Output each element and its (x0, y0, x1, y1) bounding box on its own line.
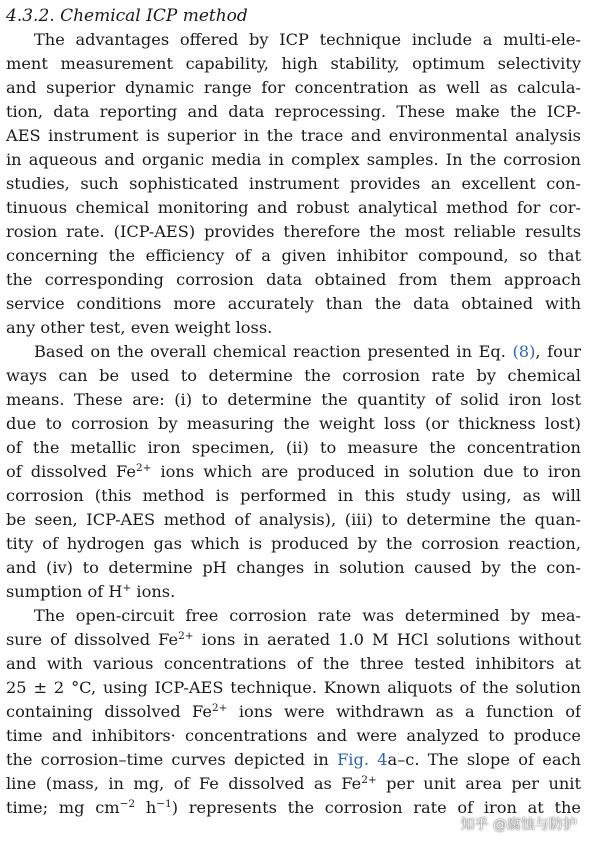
paragraph-icp-advantages (6, 28, 581, 340)
article-page (6, 4, 581, 820)
text-line (6, 604, 581, 628)
line-text: service conditions more accurately than the data obtained with (6, 294, 581, 313)
line-text: tity of hydrogen gas which is produced by the corrosion reaction, (6, 534, 581, 553)
superscript-charge: 2+ (211, 702, 228, 714)
line-text: and (iv) to determine pH changes in solution caused by the con- (6, 558, 581, 577)
text-line (6, 700, 581, 724)
text-line (6, 100, 581, 124)
text-line (6, 652, 581, 676)
text-line (6, 268, 581, 292)
line-text: line (mass, in mg, of Fe dissolved as Fe (6, 774, 362, 793)
text-line (6, 340, 581, 364)
line-text: means. These are: (i) to determine the quantity of solid iron lost (6, 390, 581, 409)
text-line (6, 556, 581, 580)
line-text: ions were withdrawn as a function of (227, 702, 581, 721)
text-line (6, 52, 581, 76)
text-line (6, 196, 581, 220)
line-text: ions which are produced in solution due to iron (151, 462, 581, 481)
line-text: in aqueous and organic media in complex samples. In the corrosion (6, 150, 581, 169)
line-text: Based on the overall chemical reaction presented in Eq. (34, 342, 513, 361)
text-line (6, 124, 581, 148)
text-line (6, 148, 581, 172)
line-text: sumption of H (6, 582, 123, 601)
text-line (6, 316, 581, 340)
line-text: concerning the efficiency of a given inhibitor compound, so that (6, 246, 581, 265)
line-text: The advantages offered by ICP technique include a multi-ele- (34, 30, 581, 49)
text-line (6, 580, 581, 604)
figure-4-link[interactable]: Fig. 4 (337, 750, 388, 769)
text-line (6, 364, 581, 388)
text-line (6, 28, 581, 52)
text-line (6, 772, 581, 796)
line-text: any other test, even weight loss. (6, 318, 273, 337)
line-text: The open-circuit free corrosion rate was determined by mea- (34, 606, 581, 625)
superscript-charge: 2+ (178, 630, 194, 642)
text-line (6, 412, 581, 436)
line-text: per unit area per unit (376, 774, 581, 793)
text-line (6, 508, 581, 532)
line-text: corrosion (this method is performed in this study using, as will (6, 486, 581, 505)
line-text: of the metallic iron specimen, (ii) to measure the concentration (6, 438, 581, 457)
line-text: a–c. The slope of each (387, 750, 581, 769)
line-text: ment measurement capability, high stability, optimum selectivity (6, 54, 581, 73)
line-text: time; mg cm (6, 798, 120, 817)
line-text: rosion rate. (ICP-AES) provides therefore the most reliable results (6, 222, 581, 241)
superscript-charge: 2+ (135, 462, 152, 474)
line-text: , four (535, 342, 581, 361)
text-line (6, 532, 581, 556)
section-heading: 4.3.2. Chemical ICP method (6, 6, 248, 26)
superscript-exponent: −2 (119, 798, 136, 810)
line-text: ions in aerated 1.0 M HCl solutions without (193, 630, 581, 649)
text-line (6, 748, 581, 772)
line-text: be seen, ICP-AES method of analysis), (iii) to determine the quan- (6, 510, 581, 529)
paragraph-free-corrosion-rate (6, 604, 581, 820)
line-text: studies, such sophisticated instrument provides an excellent con- (6, 174, 581, 193)
text-line (6, 724, 581, 748)
superscript-charge: 2+ (361, 774, 377, 786)
line-text: ways can be used to determine the corrosion rate by chemical (6, 366, 581, 385)
text-line (6, 388, 581, 412)
text-line (6, 628, 581, 652)
text-line (6, 76, 581, 100)
line-text: ions. (131, 582, 176, 601)
superscript-charge: + (122, 582, 132, 594)
line-text: and superior dynamic range for concentration as well as calcula- (6, 78, 581, 97)
line-text: ) represents the corrosion rate of iron at the (171, 798, 581, 817)
line-text: of dissolved Fe (6, 462, 136, 481)
text-line (6, 676, 581, 700)
line-text: tion, data reporting and data reprocessing. These make the ICP- (6, 102, 581, 121)
equation-8-link[interactable]: (8) (512, 342, 536, 361)
superscript-exponent: −1 (156, 798, 172, 810)
line-text: AES instrument is superior in the trace and environmental analysis (6, 126, 581, 145)
text-line (6, 292, 581, 316)
line-text: the corrosion–time curves depicted in (6, 750, 338, 769)
text-line (6, 172, 581, 196)
line-text: 25 ± 2 °C, using ICP-AES technique. Known aliquots of the solution (6, 678, 581, 697)
line-text: sure of dissolved Fe (6, 630, 179, 649)
text-line (6, 220, 581, 244)
line-text: the corresponding corrosion data obtained from them approach (6, 270, 581, 289)
line-text: time and inhibitors· concentrations and were analyzed to produce (6, 726, 581, 745)
line-text: due to corrosion by measuring the weight loss (or thickness lost) (6, 414, 581, 433)
text-line (6, 436, 581, 460)
text-line (6, 484, 581, 508)
line-text: h (135, 798, 157, 817)
line-text: and with various concentrations of the three tested inhibitors at (6, 654, 581, 673)
zhihu-watermark: 知乎 @腐蚀与防护 (460, 817, 577, 833)
text-line (6, 460, 581, 484)
line-text: containing dissolved Fe (6, 702, 212, 721)
line-text: tinuous chemical monitoring and robust analytical method for cor- (6, 198, 581, 217)
paragraph-corrosion-methods (6, 340, 581, 604)
text-line (6, 244, 581, 268)
